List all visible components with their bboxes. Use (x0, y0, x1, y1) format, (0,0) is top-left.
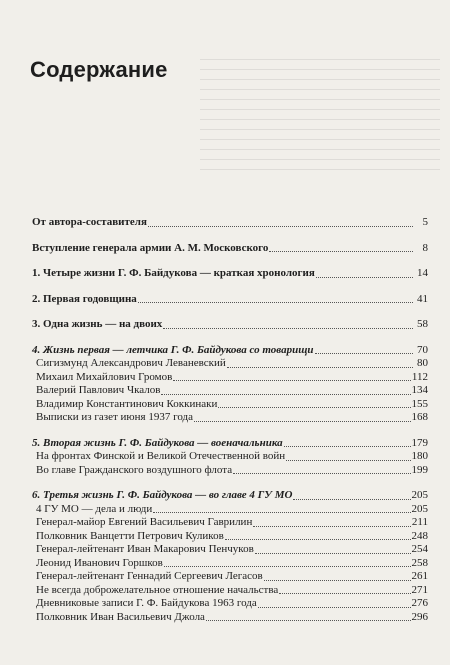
dot-leader (218, 406, 410, 408)
toc-subentry[interactable] (32, 570, 428, 584)
toc-page-number: 248 (411, 529, 428, 542)
toc-page-number: 134 (411, 384, 428, 396)
toc-page-number: 211 (411, 516, 428, 528)
toc-subentry[interactable] (32, 398, 428, 412)
dot-leader (293, 498, 410, 500)
toc-subentry[interactable] (32, 384, 428, 398)
toc-page-number: 179 (411, 436, 428, 449)
toc-entry-title: Полковник Ванцетти Петрович Куликов (36, 529, 224, 542)
dot-leader (233, 472, 410, 474)
toc-entry-title: Дневниковые записи Г. Ф. Байдукова 1963 года (36, 597, 257, 609)
dot-leader (253, 525, 411, 527)
dot-leader (161, 393, 410, 395)
toc-entry-title: Не всегда доброжелательное отношение начальства (36, 583, 279, 596)
toc-page-number: 261 (411, 570, 428, 582)
toc-subentry[interactable] (32, 611, 428, 625)
dot-leader (286, 459, 410, 461)
toc-page-number: 58 (417, 318, 428, 330)
toc-subentry[interactable] (32, 557, 428, 571)
toc-section (32, 318, 428, 332)
toc-entry-title: Михаил Михайлович Громов (36, 370, 173, 383)
toc-entry-title: 2. Первая годовщина (32, 292, 137, 305)
toc-entry-title: Генерал-майор Евгений Васильевич Гаврилин (36, 516, 253, 528)
toc-page-number: 205 (411, 489, 428, 501)
toc-page-number: 276 (411, 597, 428, 609)
toc-page-number: 258 (411, 556, 428, 569)
toc-page-number: 254 (411, 543, 428, 555)
toc-entry[interactable] (32, 267, 428, 281)
dot-leader (194, 420, 411, 422)
toc-entry[interactable] (32, 437, 428, 451)
toc-entry-title: 4. Жизнь первая — летчика Г. Ф. Байдукова со товарищи (32, 343, 314, 356)
toc-entry-title: Выписки из газет июня 1937 года (36, 411, 193, 423)
dot-leader (227, 366, 413, 368)
toc-entry[interactable] (32, 344, 428, 358)
toc-page-number: 70 (417, 343, 428, 356)
toc-page-number: 5 (422, 216, 428, 228)
dot-leader (148, 225, 413, 227)
dot-leader (225, 538, 411, 540)
dot-leader (173, 379, 411, 381)
toc-subentry[interactable] (32, 464, 428, 478)
dot-leader (316, 276, 413, 278)
toc-entry-title: Вступление генерала армии А. М. Московского (32, 241, 269, 254)
toc-entry-title: На фронтах Финской и Великой Отечественной войн (36, 450, 286, 462)
toc-entry[interactable] (32, 293, 428, 307)
page-title: Содержание (30, 57, 168, 82)
toc-subentry[interactable] (32, 597, 428, 611)
toc-entry-title: Во главе Гражданского воздушного флота (36, 463, 233, 476)
toc-page-number: 112 (411, 370, 428, 383)
toc-subentry[interactable] (32, 503, 428, 517)
toc-subentry[interactable] (32, 371, 428, 385)
toc-section (32, 216, 428, 230)
toc-page-number: 180 (411, 450, 428, 462)
toc-entry-title: Генерал-лейтенант Иван Макарович Пенчуков (36, 543, 254, 555)
dot-leader (264, 579, 411, 581)
dot-leader (153, 511, 410, 513)
toc-subentry[interactable] (32, 450, 428, 464)
toc-entry-title: Генерал-лейтенант Геннадий Сергеевич Легасов (36, 570, 263, 582)
toc-entry-title: От автора-составителя (32, 216, 147, 228)
dot-leader (138, 301, 413, 303)
toc-entry-title: 3. Одна жизнь — на двоих (32, 318, 163, 330)
toc-entry-title: 5. Вторая жизнь Г. Ф. Байдукова — военачальника (32, 436, 283, 449)
toc-entry-title: 1. Четыре жизни Г. Ф. Байдукова — краткая хронология (32, 267, 315, 279)
dot-leader (269, 250, 413, 252)
toc-page-number: 199 (411, 463, 428, 476)
toc-section (32, 293, 428, 307)
toc-subentry[interactable] (32, 530, 428, 544)
dot-leader (163, 327, 413, 329)
dot-leader (315, 352, 414, 354)
dot-leader (206, 619, 411, 621)
dot-leader (255, 552, 411, 554)
bleed-through-text (200, 50, 440, 210)
toc-section (32, 267, 428, 281)
toc-section (32, 437, 428, 478)
toc-page-number: 271 (411, 583, 428, 596)
toc-entry-title: Леонид Иванович Горшков (36, 556, 163, 569)
toc-entry-title: 6. Третья жизнь Г. Ф. Байдукова — во главе 4 ГУ МО (32, 489, 293, 501)
toc-entry[interactable] (32, 489, 428, 503)
toc-subentry[interactable] (32, 411, 428, 425)
toc-section (32, 344, 428, 425)
dot-leader (284, 445, 411, 447)
toc-section (32, 242, 428, 256)
dot-leader (279, 592, 410, 594)
toc-page-number: 205 (411, 502, 428, 515)
toc-page-number: 14 (417, 267, 428, 279)
toc-entry-title: Полковник Иван Васильевич Джола (36, 610, 205, 623)
toc-page-number: 80 (417, 357, 428, 369)
toc-page-number: 155 (411, 397, 428, 410)
dot-leader (258, 606, 411, 608)
toc-subentry[interactable] (32, 516, 428, 530)
toc-page-number: 41 (417, 292, 428, 305)
toc-entry-title: Сигизмунд Александрович Леваневский (36, 357, 226, 369)
toc-page-number: 296 (411, 610, 428, 623)
toc-page-number: 8 (422, 241, 428, 254)
table-of-contents (32, 216, 428, 636)
toc-entry-title: 4 ГУ МО — дела и люди (36, 502, 153, 515)
toc-entry[interactable] (32, 318, 428, 332)
toc-entry[interactable] (32, 216, 428, 230)
toc-section (32, 489, 428, 624)
toc-subentry[interactable] (32, 543, 428, 557)
toc-entry-title: Владимир Константинович Коккинаки (36, 397, 218, 410)
toc-entry-title: Валерий Павлович Чкалов (36, 384, 161, 396)
toc-page-number: 168 (411, 411, 428, 423)
toc-subentry[interactable] (32, 584, 428, 598)
dot-leader (164, 565, 411, 567)
toc-entry[interactable] (32, 242, 428, 256)
toc-subentry[interactable] (32, 357, 428, 371)
